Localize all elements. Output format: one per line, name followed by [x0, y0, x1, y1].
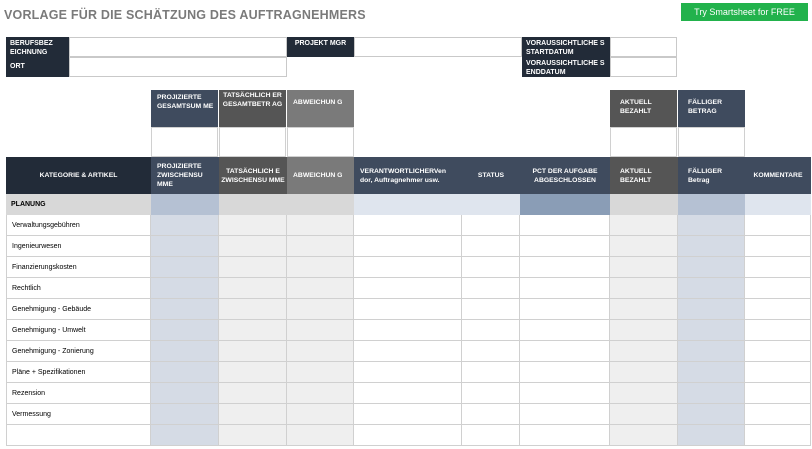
projected-cell[interactable]	[151, 257, 219, 278]
kommentare-cell[interactable]	[745, 257, 811, 278]
variance-cell[interactable]	[287, 299, 354, 320]
summary-actual-total-header: TATSÄCHLICH ER GESAMTBETR AG	[219, 90, 286, 127]
variance-cell[interactable]	[287, 362, 354, 383]
kategorie-cell[interactable]: Pläne + Spezifikationen	[6, 362, 151, 383]
variance-cell[interactable]	[287, 383, 354, 404]
variance-cell[interactable]	[287, 257, 354, 278]
actual-cell[interactable]	[219, 320, 287, 341]
projected-cell[interactable]	[151, 362, 219, 383]
status-cell[interactable]	[462, 362, 520, 383]
variance-cell[interactable]	[287, 320, 354, 341]
actual-cell[interactable]	[219, 215, 287, 236]
kommentare-cell[interactable]	[745, 278, 811, 299]
due-cell[interactable]	[678, 425, 745, 446]
paid-cell[interactable]	[610, 278, 678, 299]
section-cell	[745, 194, 811, 215]
pct-cell[interactable]	[520, 215, 610, 236]
projected-cell[interactable]	[151, 425, 219, 446]
status-cell[interactable]	[462, 215, 520, 236]
enddatum-field[interactable]	[610, 57, 677, 77]
pct-cell[interactable]	[520, 236, 610, 257]
kategorie-cell[interactable]: Rezension	[6, 383, 151, 404]
status-cell[interactable]	[462, 236, 520, 257]
col-header-actual: TATSÄCHLICH E ZWISCHENSU MME	[219, 157, 287, 194]
section-cell	[287, 194, 354, 215]
col-header-paid: AKTUELL BEZAHLT	[610, 157, 678, 194]
verantwortlicher-cell[interactable]	[354, 257, 462, 278]
summary-due-header: FÄLLIGER BETRAG	[678, 90, 745, 127]
startdatum-field[interactable]	[610, 37, 677, 57]
paid-cell[interactable]	[610, 236, 678, 257]
kategorie-cell[interactable]: Genehmigung - Umwelt	[6, 320, 151, 341]
table-row	[6, 341, 811, 362]
summary-projected-total-header: PROJIZIERTE GESAMTSUM ME	[151, 90, 218, 127]
summary-due-value[interactable]	[678, 127, 745, 157]
actual-cell[interactable]	[219, 404, 287, 425]
summary-paid-value[interactable]	[610, 127, 677, 157]
projected-cell[interactable]	[151, 383, 219, 404]
table-row	[6, 236, 811, 257]
section-cell	[462, 194, 520, 215]
variance-cell[interactable]	[287, 278, 354, 299]
verantwortlicher-cell[interactable]	[354, 320, 462, 341]
paid-cell[interactable]	[610, 320, 678, 341]
variance-cell[interactable]	[287, 236, 354, 257]
variance-cell[interactable]	[287, 215, 354, 236]
kategorie-cell[interactable]: Genehmigung - Zonierung	[6, 341, 151, 362]
kommentare-cell[interactable]	[745, 320, 811, 341]
projected-cell[interactable]	[151, 341, 219, 362]
table-row	[6, 404, 811, 425]
verantwortlicher-cell[interactable]	[354, 278, 462, 299]
due-cell[interactable]	[678, 278, 745, 299]
pct-cell[interactable]	[520, 278, 610, 299]
actual-cell[interactable]	[219, 257, 287, 278]
projected-cell[interactable]	[151, 299, 219, 320]
pct-cell[interactable]	[520, 299, 610, 320]
startdatum-label: VORAUSSICHTLICHE S STARTDATUM	[522, 37, 610, 57]
paid-cell[interactable]	[610, 362, 678, 383]
page-title: VORLAGE FÜR DIE SCHÄTZUNG DES AUFTRAGNEHMERS	[4, 8, 366, 22]
due-cell[interactable]	[678, 383, 745, 404]
col-header-projected: PROJIZIERTE ZWISCHENSU MME	[151, 157, 219, 194]
projekt-mgr-label: PROJEKT MGR	[287, 37, 354, 57]
summary-actual-total-value[interactable]	[219, 127, 286, 157]
verantwortlicher-cell[interactable]	[354, 236, 462, 257]
status-cell[interactable]	[462, 299, 520, 320]
pct-cell[interactable]	[520, 362, 610, 383]
actual-cell[interactable]	[219, 341, 287, 362]
section-cell	[610, 194, 678, 215]
col-header-due: FÄLLIGER Betrag	[678, 157, 745, 194]
paid-cell[interactable]	[610, 341, 678, 362]
due-cell[interactable]	[678, 215, 745, 236]
ort-label: ORT	[6, 57, 69, 77]
status-cell[interactable]	[462, 278, 520, 299]
kommentare-cell[interactable]	[745, 425, 811, 446]
verantwortlicher-cell[interactable]	[354, 362, 462, 383]
table-row	[6, 383, 811, 404]
section-cell	[151, 194, 219, 215]
table-row	[6, 278, 811, 299]
verantwortlicher-cell[interactable]	[354, 341, 462, 362]
kommentare-cell[interactable]	[745, 341, 811, 362]
berufsbezeichnung-field[interactable]	[69, 37, 287, 57]
col-header-kategorie: KATEGORIE & ARTIKEL	[6, 157, 151, 194]
pct-cell[interactable]	[520, 404, 610, 425]
actual-cell[interactable]	[219, 362, 287, 383]
table-row	[6, 425, 811, 446]
status-cell[interactable]	[462, 257, 520, 278]
status-cell[interactable]	[462, 383, 520, 404]
summary-paid-header: AKTUELL BEZAHLT	[610, 90, 677, 127]
summary-variance-value[interactable]	[287, 127, 354, 157]
pct-cell[interactable]	[520, 425, 610, 446]
verantwortlicher-cell[interactable]	[354, 404, 462, 425]
summary-variance-header: ABWEICHUN G	[287, 90, 354, 127]
actual-cell[interactable]	[219, 299, 287, 320]
verantwortlicher-cell[interactable]	[354, 299, 462, 320]
projekt-mgr-field[interactable]	[354, 37, 522, 57]
kategorie-cell[interactable]: Genehmigung - Gebäude	[6, 299, 151, 320]
status-cell[interactable]	[462, 425, 520, 446]
due-cell[interactable]	[678, 362, 745, 383]
section-row-planung: PLANUNG	[6, 194, 151, 215]
summary-projected-total-value[interactable]	[151, 127, 218, 157]
ort-field[interactable]	[69, 57, 287, 77]
paid-cell[interactable]	[610, 425, 678, 446]
projected-cell[interactable]	[151, 404, 219, 425]
projected-cell[interactable]	[151, 236, 219, 257]
section-cell	[354, 194, 462, 215]
table-row	[6, 362, 811, 383]
col-header-variance: ABWEICHUN G	[287, 157, 354, 194]
projected-cell[interactable]	[151, 278, 219, 299]
actual-cell[interactable]	[219, 236, 287, 257]
actual-cell[interactable]	[219, 383, 287, 404]
pct-cell[interactable]	[520, 257, 610, 278]
kategorie-cell[interactable]	[6, 425, 151, 446]
kategorie-cell[interactable]: Finanzierungskosten	[6, 257, 151, 278]
verantwortlicher-cell[interactable]	[354, 383, 462, 404]
due-cell[interactable]	[678, 320, 745, 341]
verantwortlicher-cell[interactable]	[354, 215, 462, 236]
variance-cell[interactable]	[287, 341, 354, 362]
kommentare-cell[interactable]	[745, 404, 811, 425]
due-cell[interactable]	[678, 257, 745, 278]
actual-cell[interactable]	[219, 278, 287, 299]
col-header-status: STATUS	[462, 157, 520, 194]
table-row	[6, 215, 811, 236]
due-cell[interactable]	[678, 299, 745, 320]
paid-cell[interactable]	[610, 404, 678, 425]
pct-cell[interactable]	[520, 341, 610, 362]
section-cell	[678, 194, 745, 215]
col-header-kommentare: KOMMENTARE	[745, 157, 811, 194]
paid-cell[interactable]	[610, 215, 678, 236]
col-header-verantwortlicher: VERANTWORTLICHERVen dor, Auftragnehmer usw.	[354, 157, 462, 194]
status-cell[interactable]	[462, 320, 520, 341]
try-smartsheet-button[interactable]: Try Smartsheet for FREE	[681, 3, 808, 21]
variance-cell[interactable]	[287, 404, 354, 425]
paid-cell[interactable]	[610, 383, 678, 404]
table-row	[6, 320, 811, 341]
variance-cell[interactable]	[287, 425, 354, 446]
due-cell[interactable]	[678, 404, 745, 425]
kommentare-cell[interactable]	[745, 299, 811, 320]
pct-cell[interactable]	[520, 383, 610, 404]
kategorie-cell[interactable]: Ingenieurwesen	[6, 236, 151, 257]
paid-cell[interactable]	[610, 257, 678, 278]
line-items-table	[6, 215, 811, 447]
kategorie-cell[interactable]: Verwaltungsgebühren	[6, 215, 151, 236]
berufsbezeichnung-label: BERUFSBEZ EICHNUNG	[6, 37, 69, 57]
kommentare-cell[interactable]	[745, 236, 811, 257]
status-cell[interactable]	[462, 404, 520, 425]
col-header-pct: PCT DER AUFGABE ABGESCHLOSSEN	[520, 157, 610, 194]
projected-cell[interactable]	[151, 215, 219, 236]
actual-cell[interactable]	[219, 425, 287, 446]
kommentare-cell[interactable]	[745, 383, 811, 404]
kategorie-cell[interactable]: Vermessung	[6, 404, 151, 425]
table-row	[6, 299, 811, 320]
section-cell	[520, 194, 610, 215]
table-row	[6, 257, 811, 278]
paid-cell[interactable]	[610, 299, 678, 320]
status-cell[interactable]	[462, 341, 520, 362]
pct-cell[interactable]	[520, 320, 610, 341]
verantwortlicher-cell[interactable]	[354, 425, 462, 446]
projected-cell[interactable]	[151, 320, 219, 341]
enddatum-label: VORAUSSICHTLICHE S ENDDATUM	[522, 57, 610, 77]
kommentare-cell[interactable]	[745, 215, 811, 236]
kommentare-cell[interactable]	[745, 362, 811, 383]
kategorie-cell[interactable]: Rechtlich	[6, 278, 151, 299]
due-cell[interactable]	[678, 341, 745, 362]
section-cell	[219, 194, 287, 215]
due-cell[interactable]	[678, 236, 745, 257]
